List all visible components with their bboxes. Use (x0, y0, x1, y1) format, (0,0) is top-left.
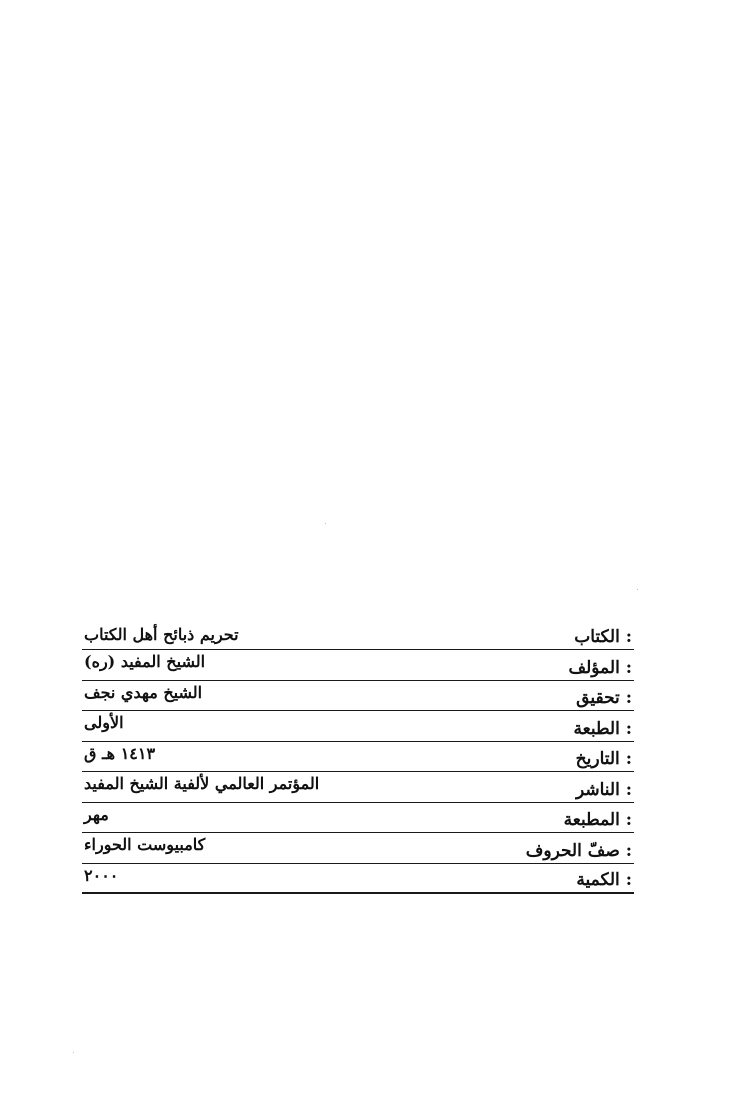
publisher-label: الناشر : (575, 779, 632, 800)
colophon-row-quantity (82, 864, 634, 895)
author-value: الشيخ المفيد (ره) (84, 652, 206, 671)
quantity-label: الكمية : (576, 870, 632, 890)
edition-value: الأولى (84, 713, 124, 732)
book-title-value: تحريم ذبائح أهل الكتاب (84, 625, 239, 644)
date-label: التاريخ : (575, 749, 632, 769)
scan-speck (73, 1052, 74, 1053)
typesetting-label: صفّ الحروف : (525, 840, 632, 861)
quantity-value: ٢٠٠٠ (84, 865, 119, 885)
edition-label: الطبعة : (573, 718, 632, 739)
colophon-row-edition (82, 711, 634, 742)
editor-label: تحقيق : (576, 688, 632, 708)
publisher-value: المؤتمر العالمي لألفية الشيخ المفيد (84, 774, 320, 793)
date-value: ١٤١٣ هـ ق (84, 743, 156, 763)
colophon-table (82, 623, 634, 894)
printer-label: المطبعة : (563, 810, 632, 830)
colophon-row-editor (82, 681, 634, 712)
colophon-row-date (82, 742, 634, 773)
book-label: الكتاب : (574, 627, 632, 647)
typesetting-value: كامبيوست الحوراء (84, 835, 206, 854)
colophon-row-book (82, 623, 634, 650)
colophon-row-author (82, 650, 634, 681)
editor-value: الشيخ مهدي نجف (84, 682, 203, 702)
author-label: المؤلف : (568, 657, 632, 678)
colophon-row-typesetting (82, 833, 634, 864)
scan-speck (325, 523, 326, 524)
scan-speck (637, 589, 638, 590)
colophon-row-printer (82, 803, 634, 834)
printer-value: مهر (84, 804, 109, 824)
colophon-row-publisher (82, 772, 634, 803)
